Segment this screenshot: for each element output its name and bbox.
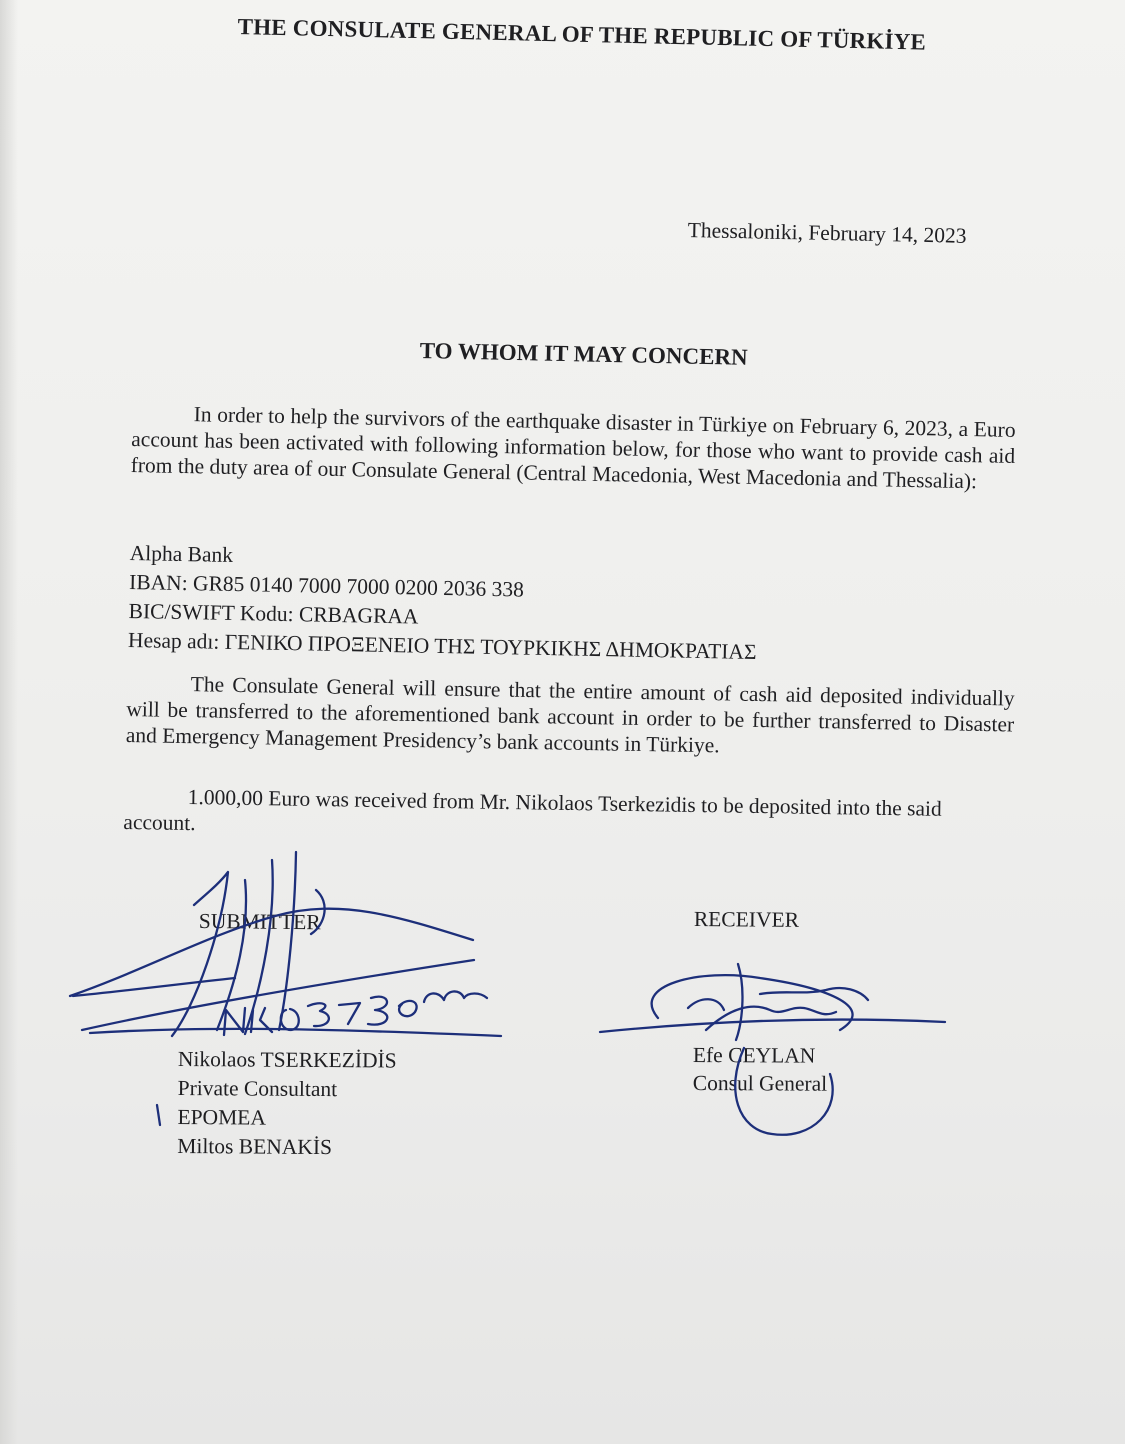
submitter-label: SUBMITTER (198, 909, 321, 935)
receiver-name: Efe CEYLAN (692, 1043, 816, 1068)
submitter-details (177, 1045, 397, 1163)
submitter-organization: EPOMEA (177, 1104, 266, 1130)
paper-shadow (0, 0, 18, 1444)
letter-date: Thessaloniki, February 14, 2023 (687, 218, 967, 248)
letter-subject: TO WHOM IT MAY CONCERN (419, 338, 748, 370)
paragraph-purpose: In order to help the survivors of the earthquake disaster in Türkiye on February 6, 2023, a Euro account has been activated with following information below, for those who want to provide cash aid from the duty area of our Consulate General (Central Macedonia, West Macedonia and Thessalia): (130, 402, 1016, 494)
paragraph-transfer: The Consulate General will ensure that the entire amount of cash aid deposited individually will be transferred to the aforementioned bank account in order to be further transferred to Disaster and Emergency Management Presidency’s bank accounts in Türkiye. (125, 672, 1015, 758)
paragraph-receipt: 1.000,00 Euro was received from Mr. Nikolaos Tserkezidis to be deposited into the said account. (123, 785, 942, 836)
receiver-label: RECEIVER (693, 907, 800, 932)
bank-account-name: Hesap adı: ΓΕΝΙΚΟ ΠΡΟΞΕΝΕΙΟ ΤΗΣ ΤΟΥΡΚΙΚΗΣ ΔΗΜΟΚΡΑΤΙΑΣ (127, 627, 757, 665)
bank-bic: BIC/SWIFT Kodu: CRBAGRAA (128, 598, 419, 629)
receiver-details (693, 1041, 828, 1098)
submitter-other-name: Miltos BENAKİS (177, 1133, 333, 1160)
bank-iban: IBAN: GR85 0140 7000 7000 0200 2036 338 (128, 569, 525, 602)
submitter-title: Private Consultant (177, 1075, 338, 1102)
submitter-name: Nikolaos TSERKEZİDİS (177, 1047, 397, 1073)
receiver-title: Consul General (692, 1070, 828, 1096)
bank-details (128, 539, 759, 667)
letterhead: THE CONSULATE GENERAL OF THE REPUBLIC OF TÜRKİYE (237, 14, 927, 55)
bank-name: Alpha Bank (129, 540, 234, 567)
